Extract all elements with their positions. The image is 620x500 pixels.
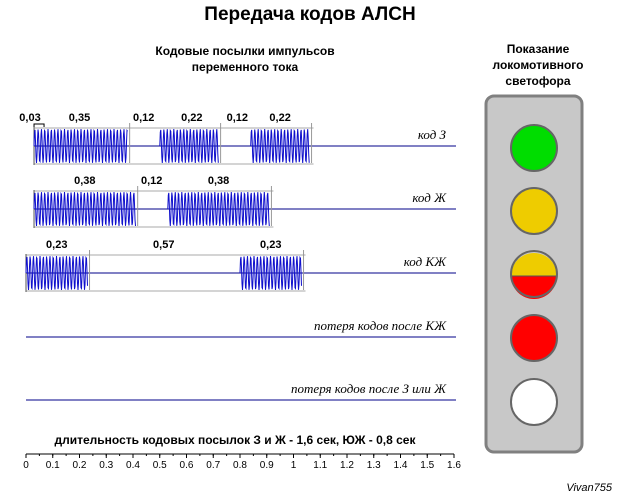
- lamp-green: [511, 125, 557, 171]
- ac-pulse-wave: [34, 192, 136, 226]
- axis-tick-label: 0.4: [126, 460, 140, 471]
- duration-label: 0,22: [269, 112, 291, 124]
- lamp-yellow: [511, 188, 557, 234]
- axis-tick-label: 1.4: [393, 460, 408, 471]
- axis-tick-label: 0.3: [99, 460, 114, 471]
- lamp-white: [511, 379, 557, 425]
- lamp-red: [511, 315, 557, 361]
- code-label: код Ж: [412, 190, 446, 205]
- axis-tick-label: 1.1: [313, 460, 328, 471]
- short-interval-bracket: [34, 124, 44, 127]
- duration-label: 0,38: [207, 175, 230, 187]
- page-title: Передача кодов АЛСН: [204, 4, 416, 25]
- code-label: потеря кодов после З или Ж: [291, 381, 446, 396]
- duration-label: 0,23: [46, 239, 68, 251]
- code-row: [34, 175, 456, 228]
- axis-tick-label: 0.9: [259, 460, 274, 471]
- axis-tick-label: 1.5: [420, 460, 435, 471]
- axis-tick-label: 0.1: [45, 460, 60, 471]
- duration-label: 0,57: [153, 239, 175, 251]
- lamp-yellow-red: [511, 251, 557, 299]
- duration-label: 0,22: [181, 112, 203, 124]
- subtitle-line-1: Кодовые посылки импульсов: [155, 44, 335, 58]
- duration-label: 0,35: [68, 112, 91, 124]
- axis-tick-label: 1.3: [366, 460, 381, 471]
- code-row: [26, 381, 456, 400]
- axis-tick-label: 0.8: [233, 460, 247, 471]
- axis-tick-label: 0.2: [72, 460, 87, 471]
- duration-label: 0,23: [260, 239, 282, 251]
- axis-tick-label: 1.6: [447, 460, 461, 471]
- axis-tick-label: 1: [290, 460, 297, 471]
- code-label: код З: [417, 127, 446, 142]
- ac-pulse-wave: [168, 192, 269, 226]
- code-row: [26, 318, 456, 337]
- signal-caption-line-3: светофора: [505, 74, 571, 88]
- duration-label: 0,03: [19, 112, 41, 124]
- signal-caption-line-2: локомотивного: [492, 58, 584, 72]
- axis-tick-label: 1.2: [340, 460, 354, 471]
- time-axis: [23, 454, 461, 471]
- duration-footnote: длительность кодовых посылок З и Ж - 1,6 сек, ЮЖ - 0,8 сек: [54, 433, 416, 447]
- duration-label: 0,12: [226, 112, 249, 124]
- locomotive-signal: [486, 96, 582, 452]
- signal-caption-line-1: Показание: [506, 42, 570, 56]
- code-row: [19, 112, 456, 165]
- subtitle-line-2: переменного тока: [191, 60, 299, 74]
- axis-tick-label: 0.6: [179, 460, 194, 471]
- duration-label: 0,38: [74, 175, 96, 187]
- axis-tick-label: 0.7: [206, 460, 221, 471]
- author-credit: Vivan755: [566, 482, 612, 494]
- code-row: [26, 239, 456, 292]
- axis-tick-label: 0: [23, 460, 29, 471]
- duration-label: 0,12: [141, 175, 163, 187]
- code-label: код КЖ: [403, 254, 446, 269]
- duration-label: 0,12: [132, 112, 155, 124]
- axis-tick-label: 0.5: [152, 460, 167, 471]
- code-label: потеря кодов после КЖ: [314, 318, 446, 333]
